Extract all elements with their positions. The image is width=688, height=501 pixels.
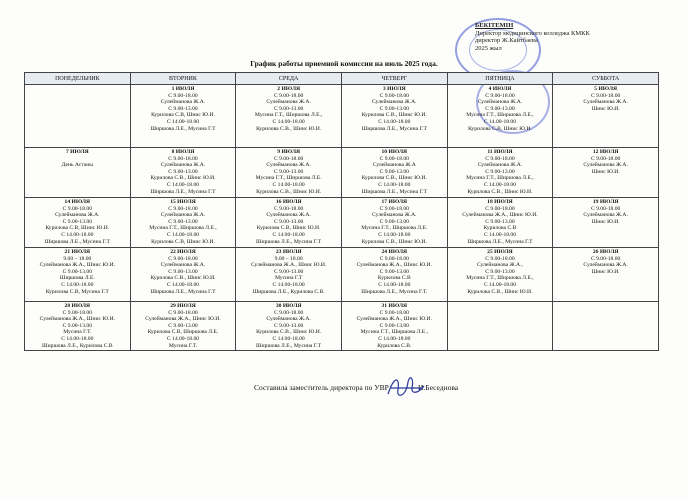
cell-line: Курилова С.В, Мусина Г.Т xyxy=(45,288,109,295)
day-cell-friday xyxy=(447,302,553,351)
cell-line: С 14.00-18.00 xyxy=(378,118,411,125)
cell-line: С 14.00-18.00 xyxy=(61,281,94,288)
day-cell-tuesday xyxy=(130,302,236,351)
signature-scribble xyxy=(384,372,428,402)
cell-line: Курилова С.В., Шнис Ю.И. xyxy=(467,288,533,295)
cell-line: Мусина Г.Т xyxy=(274,275,303,282)
cell-line: Курилова С.В., Шнис Ю.И. xyxy=(256,329,322,336)
approval-line-1: Директор медицинского колледжа КМКК xyxy=(475,29,590,37)
cell-line: С 14.00-18.00 xyxy=(378,181,411,188)
cell-line: Мусина Г.Т., Ширшова Л.Е., xyxy=(360,329,429,336)
document-title: График работы приемной комиссии на июль 2025 года. xyxy=(250,59,438,68)
cell-line: С 14.00-18.00 xyxy=(166,118,200,125)
cell-line: С 9.00-18.00 xyxy=(273,155,304,162)
cell-line: С 9.00-13.00 xyxy=(273,268,304,275)
day-cell-wednesday xyxy=(236,148,342,198)
cell-line: Сулейманова Ж.А. xyxy=(160,162,206,169)
cell-date: 22 ИЮЛЯ xyxy=(170,249,196,255)
cell-line: Курилова С.В., Шнис Ю.И. xyxy=(361,112,427,119)
day-cell-saturday xyxy=(553,85,659,148)
cell-line: Сулейманова Ж.А., Шнис Ю.И. xyxy=(250,262,327,269)
cell-line: Мусина Г.Т., Ширшова Л.Е. xyxy=(361,225,428,232)
cell-line: Шнис Ю.И. xyxy=(591,218,620,225)
cell-line: Сулейманова Ж.А. xyxy=(266,99,311,106)
cell-line: С 9.00-18.00 xyxy=(62,309,93,316)
cell-line: С 9.00-13.00 xyxy=(273,322,304,329)
cell-line: Сулейманова Ж.А xyxy=(372,162,416,169)
cell-line: Сулейманова Ж.А. xyxy=(266,162,311,169)
cell-line: Сулейманова Ж.А. xyxy=(583,99,628,106)
cell-date: 9 ИЮЛЯ xyxy=(277,149,301,155)
cell-line: Ширшова Л.Е., Мусина Г.Т xyxy=(150,288,216,295)
cell-line: Шнис Ю.И. xyxy=(591,105,620,112)
cell-line: Курилова С.В., Шнис Ю.И. xyxy=(150,175,216,182)
week-row-1 xyxy=(25,85,659,148)
cell-line: Сулейманова Ж.А. xyxy=(372,99,417,106)
header-monday: ПОНЕДЕЛЬНИК xyxy=(25,73,131,85)
header-tuesday: ВТОРНИК xyxy=(130,73,236,85)
cell-line: Мусина Г.Т., Ширшова Л.Е., xyxy=(254,112,323,119)
cell-line: С 9.00-18.00 xyxy=(485,205,515,212)
cell-line: С 14.00-18.00 xyxy=(61,231,94,238)
cell-date: 7 ИЮЛЯ xyxy=(65,149,89,155)
cell-line: С 9.00-13.00 xyxy=(168,268,198,275)
cell-line: Курилова С.В xyxy=(483,225,517,232)
cell-line: Ширшова Л.Е. xyxy=(59,275,95,282)
cell-line: С 9.00-18.00 xyxy=(590,155,621,162)
cell-line: С 9.00-13.00 xyxy=(62,218,93,225)
day-cell-saturday xyxy=(553,148,659,198)
schedule-table xyxy=(24,72,659,351)
cell-line: С 9.00-13.00 xyxy=(168,322,198,329)
cell-line: С 9.00-18.00 xyxy=(168,309,198,316)
cell-line: Курилова С.В, Шнис Ю.И. xyxy=(256,225,321,232)
cell-date: 28 ИЮЛЯ xyxy=(64,303,91,309)
cell-line: С 9.00-13.00 xyxy=(168,218,198,225)
cell-line: С 9.00-18.00 xyxy=(273,92,304,99)
cell-line: С 9.00-18.00 xyxy=(590,92,621,99)
cell-date: 18 ИЮЛЯ xyxy=(487,199,513,205)
cell-date: 24 ИЮЛЯ xyxy=(381,249,408,255)
day-cell-thursday xyxy=(341,148,447,198)
cell-line: С 14.00-18.00 xyxy=(272,118,305,125)
cell-line: Сулейманова Ж.А. xyxy=(266,212,311,219)
day-cell-wednesday xyxy=(236,302,342,351)
cell-line: День Астаны xyxy=(61,162,94,169)
cell-date: 14 ИЮЛЯ xyxy=(64,199,91,205)
cell-line: Ширшова Л.Е., Курилова С.В. xyxy=(252,288,325,295)
cell-line: Сулейманова Ж.А. xyxy=(477,99,523,106)
cell-line: С 9.00-18.00 xyxy=(485,155,515,162)
approval-block xyxy=(447,22,667,52)
cell-line: С 9.00-18.00 xyxy=(168,92,198,99)
header-row xyxy=(25,73,659,85)
cell-line: С 9.00-18.00 xyxy=(485,92,515,99)
cell-line: С 9.00-13.00 xyxy=(379,218,409,225)
cell-date: 5 ИЮЛЯ xyxy=(594,86,618,92)
day-cell-saturday xyxy=(553,302,659,351)
cell-line: 9.00 – 18.00 xyxy=(63,255,92,262)
cell-date: 25 ИЮЛЯ xyxy=(487,249,513,255)
day-cell-monday xyxy=(25,85,131,148)
cell-line: Мусина Г.Т., Ширшова Л.Е. xyxy=(255,175,322,182)
cell-line: Ширшова Л.Е., Курилова С.В xyxy=(42,342,113,349)
cell-line: Сулейманова Ж.А. xyxy=(160,99,206,106)
cell-line: Курилова С.В., Шнис Ю.И. xyxy=(150,275,216,282)
week-row-2 xyxy=(25,148,659,198)
cell-line: С 9.00-13.00 xyxy=(273,168,304,175)
cell-date: 16 ИЮЛЯ xyxy=(275,199,302,205)
cell-line: С 14.00-18.00 xyxy=(272,281,305,288)
day-cell-friday xyxy=(447,148,553,198)
cell-line: Сулейманова Ж.А., Шнис Ю.И. xyxy=(145,316,221,323)
cell-line: С 14.00-18.00 xyxy=(61,335,94,342)
cell-line: С 9.00-18.00 xyxy=(62,205,93,212)
cell-line: С 9.00-18.00 xyxy=(273,309,304,316)
cell-line: Мусина Г.Т. xyxy=(63,329,92,336)
cell-line: Курилова С.В, Шнис Ю.И. xyxy=(45,225,110,232)
cell-line: Шнис Ю.И. xyxy=(591,168,620,175)
cell-line: Ширшова Л.Е., Мусина Г.Т xyxy=(467,238,533,245)
cell-line: С 14.00-18.00 xyxy=(272,335,305,342)
cell-line: С 9.00-13.00 xyxy=(379,105,409,112)
day-cell-friday xyxy=(447,198,553,248)
cell-line: Ширшова Л.Е., Мусина Г.Т xyxy=(361,188,427,195)
cell-line: Мусина Г.Т. xyxy=(168,342,198,349)
cell-line: Ширшова Л.Е., Мусина Г.Т xyxy=(256,342,322,349)
cell-line: С 14.00-18.00 xyxy=(483,231,517,238)
cell-line: Курилова С.В, Шнис Ю.И. xyxy=(151,238,215,245)
cell-line: С 9.00-13.00 xyxy=(485,105,515,112)
day-cell-friday xyxy=(447,248,553,302)
cell-line: Ширшова Л.Е., Мусина Г.Т xyxy=(256,238,322,245)
day-cell-monday xyxy=(25,248,131,302)
cell-date: 26 ИЮЛЯ xyxy=(592,249,619,255)
cell-line: С 9.00-18.00 xyxy=(379,255,409,262)
cell-line: Ширшова Л.Е., Мусина Г.Т. xyxy=(361,288,428,295)
cell-line: С 9.00-13.00 xyxy=(485,218,515,225)
cell-date: 29 ИЮЛЯ xyxy=(170,303,196,309)
cell-line: С 14.00-18.00 xyxy=(378,335,411,342)
day-cell-wednesday xyxy=(236,198,342,248)
day-cell-saturday xyxy=(553,198,659,248)
cell-line: С 9.00-13.00 xyxy=(379,168,409,175)
cell-line: Курилова С.В., Шнис Ю.И. xyxy=(361,175,427,182)
cell-line: Ширшова Л.Е., Мусина Г.Т xyxy=(150,125,216,132)
cell-date: 1 ИЮЛЯ xyxy=(171,86,195,92)
day-cell-tuesday xyxy=(130,248,236,302)
cell-line: Курилова С.В. xyxy=(377,342,412,349)
day-cell-thursday xyxy=(341,248,447,302)
cell-line: С 9.00-18.00 xyxy=(590,205,621,212)
cell-line: Сулейманова Ж.А. xyxy=(55,212,100,219)
cell-line: С 9.00-18.00 xyxy=(379,205,409,212)
day-cell-thursday xyxy=(341,302,447,351)
cell-line: С 9.00-13.00 xyxy=(62,322,93,329)
cell-date: 3 ИЮЛЯ xyxy=(382,86,406,92)
cell-line: С 14.00-18.00 xyxy=(483,181,517,188)
day-cell-monday xyxy=(25,198,131,248)
cell-line: Сулейманова Ж.А. xyxy=(372,212,417,219)
approval-title: БЕКІТЕМІН xyxy=(475,22,514,29)
header-wednesday: СРЕДА xyxy=(236,73,342,85)
cell-date: 17 ИЮЛЯ xyxy=(381,199,408,205)
day-cell-tuesday xyxy=(130,148,236,198)
cell-date: 2 ИЮЛЯ xyxy=(277,86,301,92)
cell-line: С 9.00-13.00 xyxy=(379,322,409,329)
cell-date: 19 ИЮЛЯ xyxy=(592,199,619,205)
cell-line: Курилова С.В, Шнис Ю.И. xyxy=(468,125,532,132)
cell-line: С 9.00-13.00 xyxy=(168,105,198,112)
cell-line: С 9.00-18.00 xyxy=(379,92,409,99)
cell-date: 4 ИЮЛЯ xyxy=(488,86,512,92)
day-cell-saturday xyxy=(553,248,659,302)
week-row-3 xyxy=(25,198,659,248)
cell-line: Курилова С.В., Шнис Ю.И. xyxy=(467,188,533,195)
cell-line: С 9.00-13.00 xyxy=(273,105,304,112)
cell-line: Сулейманова Ж.А., Шнис Ю.И. xyxy=(462,212,538,219)
cell-line: С 9.00-18.00 xyxy=(168,255,198,262)
cell-line: Мусина Г.Т., Ширшова Л.Е., xyxy=(466,112,534,119)
cell-line: С 9.00-13.00 xyxy=(485,168,515,175)
day-cell-wednesday xyxy=(236,248,342,302)
cell-line: С 14.00-18.00 xyxy=(166,335,200,342)
cell-line: С 9.00-13.00 xyxy=(273,218,304,225)
day-cell-tuesday xyxy=(130,85,236,148)
cell-line: Сулейманова Ж.А., xyxy=(477,262,523,269)
cell-line: Курилова С.В., Шнис Ю.И. xyxy=(256,125,322,132)
cell-line: С 9.00-18.00 xyxy=(485,255,515,262)
footer xyxy=(254,383,459,392)
cell-line: Сулейманова Ж.А. xyxy=(583,262,628,269)
cell-date: 11 ИЮЛЯ xyxy=(487,149,513,155)
cell-line: С 9.00-18.00 xyxy=(168,205,198,212)
cell-line: Куриловa С.В, Шнис Ю.И. xyxy=(151,112,215,119)
cell-line: С 9.00-13.00 xyxy=(168,168,198,175)
cell-line: С 14.00-18.00 xyxy=(166,231,200,238)
cell-line: Сулейманова Ж.А. xyxy=(583,212,628,219)
cell-line xyxy=(27,156,128,163)
cell-line: С 9.00-13.00 xyxy=(62,268,93,275)
cell-line: С 9.00-18.00 xyxy=(379,155,409,162)
cell-line: Сулейманова Ж.А. xyxy=(160,212,206,219)
day-cell-wednesday xyxy=(236,85,342,148)
day-cell-friday xyxy=(447,85,553,148)
cell-line: С 9.00-13.00 xyxy=(379,268,409,275)
approval-line-3: 2025 жыл xyxy=(475,44,502,52)
cell-date: 21 ИЮЛЯ xyxy=(64,249,91,255)
cell-line: Сулейманова Ж.А., Шнис Ю.И. xyxy=(39,262,116,269)
cell-line: С 14.00-18.00 xyxy=(166,181,200,188)
cell-line: Ширшова Л.Е., Мусина Г.Т xyxy=(361,125,427,132)
cell-line: Курилова С.В xyxy=(377,275,411,282)
approval-line-2: директор Ж.Кайтбаева xyxy=(475,37,538,44)
cell-line: С 9.00-18.00 xyxy=(168,155,198,162)
day-cell-monday xyxy=(25,148,131,198)
header-friday: ПЯТНИЦА xyxy=(447,73,553,85)
compiled-by-label: Составила заместитель директора по УВР xyxy=(254,383,389,392)
cell-date: 31 ИЮЛЯ xyxy=(381,303,408,309)
cell-line: С 14.00-18.00 xyxy=(483,118,517,125)
cell-line: Сулейманова Ж.А., Шнис Ю.И. xyxy=(39,316,116,323)
cell-line: Сулейманова Ж.А., Шнис Ю.И. xyxy=(356,316,432,323)
cell-date: 10 ИЮЛЯ xyxy=(381,149,408,155)
cell-date: 8 ИЮЛЯ xyxy=(171,149,195,155)
cell-line: С 14.00-18.00 xyxy=(378,281,411,288)
header-thursday: ЧЕТВЕРГ xyxy=(341,73,447,85)
cell-line: Сулейманова Ж.А., Шнис Ю.И. xyxy=(356,262,432,269)
cell-line: Курилова С.В., Шнис Ю.И. xyxy=(256,188,322,195)
cell-date: 23 ИЮЛЯ xyxy=(275,249,302,255)
cell-line: Ширшова Л.Е., Мусина Г.Т xyxy=(150,188,216,195)
cell-line: Курилова С.В, Ширшова Л.Е. xyxy=(147,329,219,336)
cell-line: Сулейманова Ж.А. xyxy=(477,162,523,169)
cell-date: 30 ИЮЛЯ xyxy=(275,303,302,309)
cell-line: Курилова С.В., Шнис Ю.И. xyxy=(361,238,427,245)
cell-date: 12 ИЮЛЯ xyxy=(592,149,619,155)
cell-line: Шнис Ю.И. xyxy=(591,268,620,275)
cell-line: С 9.00-18.00 xyxy=(273,205,304,212)
cell-line: Мусина Г.Т., Ширшова Л.Е., xyxy=(466,275,534,282)
cell-line: С 9.00-18.00 xyxy=(379,309,409,316)
signatory-name: И.Беседнова xyxy=(418,383,459,392)
cell-line: Сулейманова Ж.А. xyxy=(160,262,206,269)
cell-line: С 14.00-18.00 xyxy=(166,281,200,288)
cell-date: 15 ИЮЛЯ xyxy=(170,199,196,205)
cell-line: С 14.00-18.00 xyxy=(483,281,517,288)
cell-line: С 14.00-18.00 xyxy=(378,231,411,238)
day-cell-thursday xyxy=(341,85,447,148)
week-row-4 xyxy=(25,248,659,302)
cell-line: Мусина Г.Т., Ширшова Л.Е., xyxy=(466,175,534,182)
cell-line: Сулейманова Ж.А. xyxy=(583,162,628,169)
header-saturday: СУББОТА xyxy=(553,73,659,85)
cell-line: Ширшова Л.Е., Мусина Г.Т xyxy=(44,238,110,245)
cell-line: Сулейманова Ж.А. xyxy=(266,316,311,323)
week-row-5 xyxy=(25,302,659,351)
cell-line: С 9.00-18.00 xyxy=(590,255,621,262)
day-cell-monday xyxy=(25,302,131,351)
cell-line: С 14.00-18.00 xyxy=(272,181,305,188)
cell-line: С 9.00-13.00 xyxy=(485,268,515,275)
cell-line: Мусина Г.Т., Ширшова Л.Е., xyxy=(149,225,217,232)
day-cell-thursday xyxy=(341,198,447,248)
cell-line: 9.00 – 18.00 xyxy=(274,255,303,262)
day-cell-tuesday xyxy=(130,198,236,248)
cell-line: С 14.00-18.00 xyxy=(272,231,305,238)
